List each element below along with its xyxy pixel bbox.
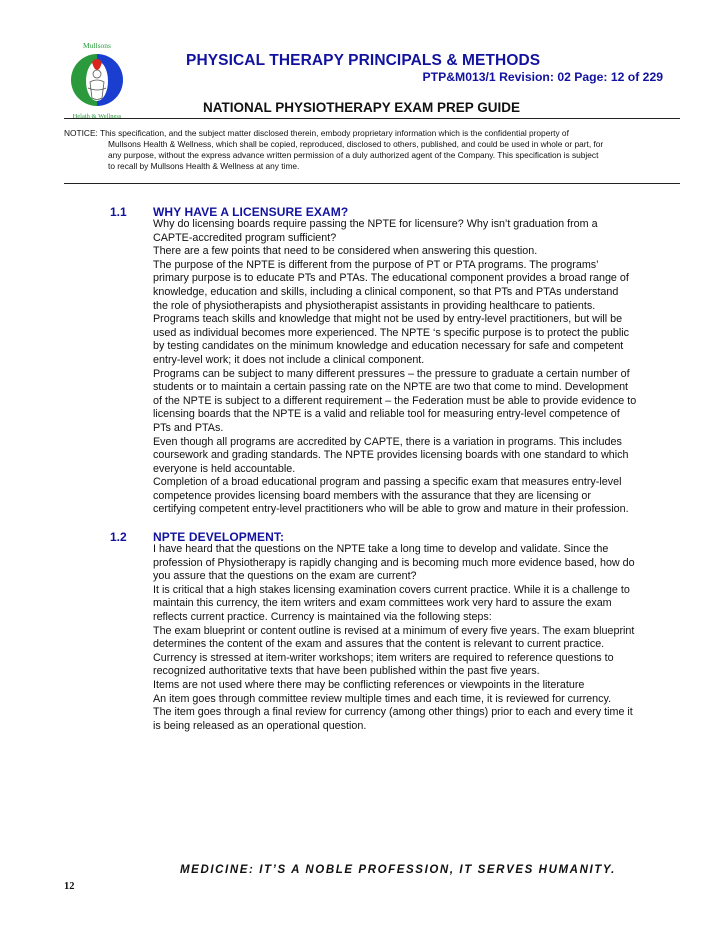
body-line: the role of physiotherapists and physiotherapist assistants in providing healthcare to patients.	[153, 299, 596, 312]
document-subtitle: NATIONAL PHYSIOTHERAPY EXAM PREP GUIDE	[203, 100, 521, 115]
body-line: The exam blueprint or content outline is revised at a minimum of every five years. The exam blueprint	[153, 624, 635, 637]
body-line: The item goes through a final review for currency (among other things) prior to each and every time it	[153, 706, 633, 719]
body-line: maintain this currency, the item writers and exam committees work very hard to assure the exam	[153, 597, 612, 610]
body-line: There are a few points that need to be considered when answering this question.	[153, 245, 538, 258]
notice-line: Mullsons Health & Wellness, which shall be copied, reproduced, disclosed to others, published, and could be used in whole or part, for	[108, 139, 604, 149]
body-line: An item goes through committee review multiple times and each time, it is reviewed for currency.	[153, 692, 612, 705]
body-line: The purpose of the NPTE is different from the purpose of PT or PTA programs. The programs’	[153, 258, 599, 271]
body-line: I have heard that the questions on the NPTE take a long time to develop and validate. Since the	[153, 543, 609, 555]
body-line: profession of Physiotherapy is rapidly changing and is becoming much more evidence based, how do	[153, 556, 635, 569]
logo-bottom-text: Helath & Wellness	[72, 113, 122, 120]
section-number: 1.1	[110, 205, 127, 219]
body-line: determines the content of the exam and assures that the content is relevant to current practice.	[153, 638, 605, 651]
body-line: CAPTE-accredited program sufficient?	[153, 231, 337, 244]
section-heading: NPTE DEVELOPMENT:	[153, 530, 285, 544]
body-line: licensing boards that the NPTE is a valid and reliable tool for measuring entry-level competence of	[153, 408, 620, 421]
body-line: reflects current practice. Currency is maintained via the following steps:	[153, 610, 492, 623]
body-line: Programs teach skills and knowledge that might not be used by entry-level practitioners, but will be	[153, 313, 623, 326]
body-line: Completion of a broad educational program and passing a specific exam that measures entry-level	[153, 476, 622, 489]
revision-info: PTP&M013/1 Revision: 02 Page: 12 of 229	[422, 70, 663, 84]
body-line: Why do licensing boards require passing the NPTE for licensure? Why isn’t graduation from a	[153, 218, 598, 230]
notice-divider	[64, 183, 680, 184]
body-line: entry-level work; it does not include a clinical component.	[153, 353, 425, 366]
body-line: certifying competent entry-level practitioners who will be able to grow and mature in their profession.	[153, 503, 629, 516]
body-line: by testing candidates on the minimum knowledge and education necessary for safe and competent	[153, 340, 624, 353]
body-line: primary purpose is to educate PTs and PTAs. The educational component provides a broad range of	[153, 272, 629, 285]
body-line: is being released as an operational question.	[153, 719, 367, 732]
body-line: everyone is held accountable.	[153, 462, 296, 475]
body-line: It is critical that a high stakes licensing examination covers current practice. While it is a challenge to	[153, 583, 630, 596]
body-line: Items are not used where there may be conflicting references or viewpoints in the literature	[153, 678, 585, 691]
body-line: Programs can be subject to many different pressures – the pressure to graduate a certain number of	[153, 367, 630, 380]
body-line: recognized authoritative texts that have been published within the past five years.	[153, 665, 540, 678]
logo-top-text: Mullsons	[83, 41, 111, 50]
notice-block	[64, 128, 686, 172]
body-line: you assure that the questions on the exam are current?	[153, 570, 417, 583]
notice-line: to recall by Mullsons Health & Wellness at any time.	[108, 161, 300, 171]
body-line: coursework and grading standards. The NPTE provides licensing boards with one standard to which	[153, 449, 629, 462]
section-body	[153, 218, 693, 517]
mullsons-logo	[62, 40, 132, 122]
notice-line: NOTICE: This specification, and the subject matter disclosed therein, embody proprietary information which is the confidential property of	[64, 128, 569, 138]
body-line: students or to maintain a certain passing rate on the NPTE are two that come to mind. Development	[153, 381, 629, 394]
body-line: used as individual becomes more experienced. The NPTE ‘s specific purpose is to protect the public	[153, 326, 630, 339]
notice-line: any purpose, without the express advance written permission of a duly authorized agent of the Company. This specification is subject	[108, 150, 599, 160]
header-divider	[64, 118, 680, 119]
body-line: competence provides licensing board members with the assurance that they are licensing or	[153, 489, 591, 502]
section-heading: WHY HAVE A LICENSURE EXAM?	[153, 205, 349, 219]
page-number: 12	[64, 881, 75, 892]
body-line: Even though all programs are accredited by CAPTE, there is a variation in programs. This includes	[153, 435, 622, 448]
section-body	[153, 543, 693, 733]
body-line: PTs and PTAs.	[153, 421, 224, 434]
body-line: Currency is stressed at item-writer workshops; item writers are required to reference questions to	[153, 651, 614, 664]
body-line: of the NPTE is subject to a different requirement – the Federation must be able to provide evidence to	[153, 394, 637, 407]
document-title: PHYSICAL THERAPY PRINCIPALS & METHODS	[186, 52, 541, 69]
body-line: knowledge, education and skills, including a clinical component, so that PTs and PTAs understand	[153, 285, 619, 298]
section-number: 1.2	[110, 530, 127, 544]
footer-motto: MEDICINE: IT’S A NOBLE PROFESSION, IT SERVES HUMANITY.	[180, 864, 616, 876]
